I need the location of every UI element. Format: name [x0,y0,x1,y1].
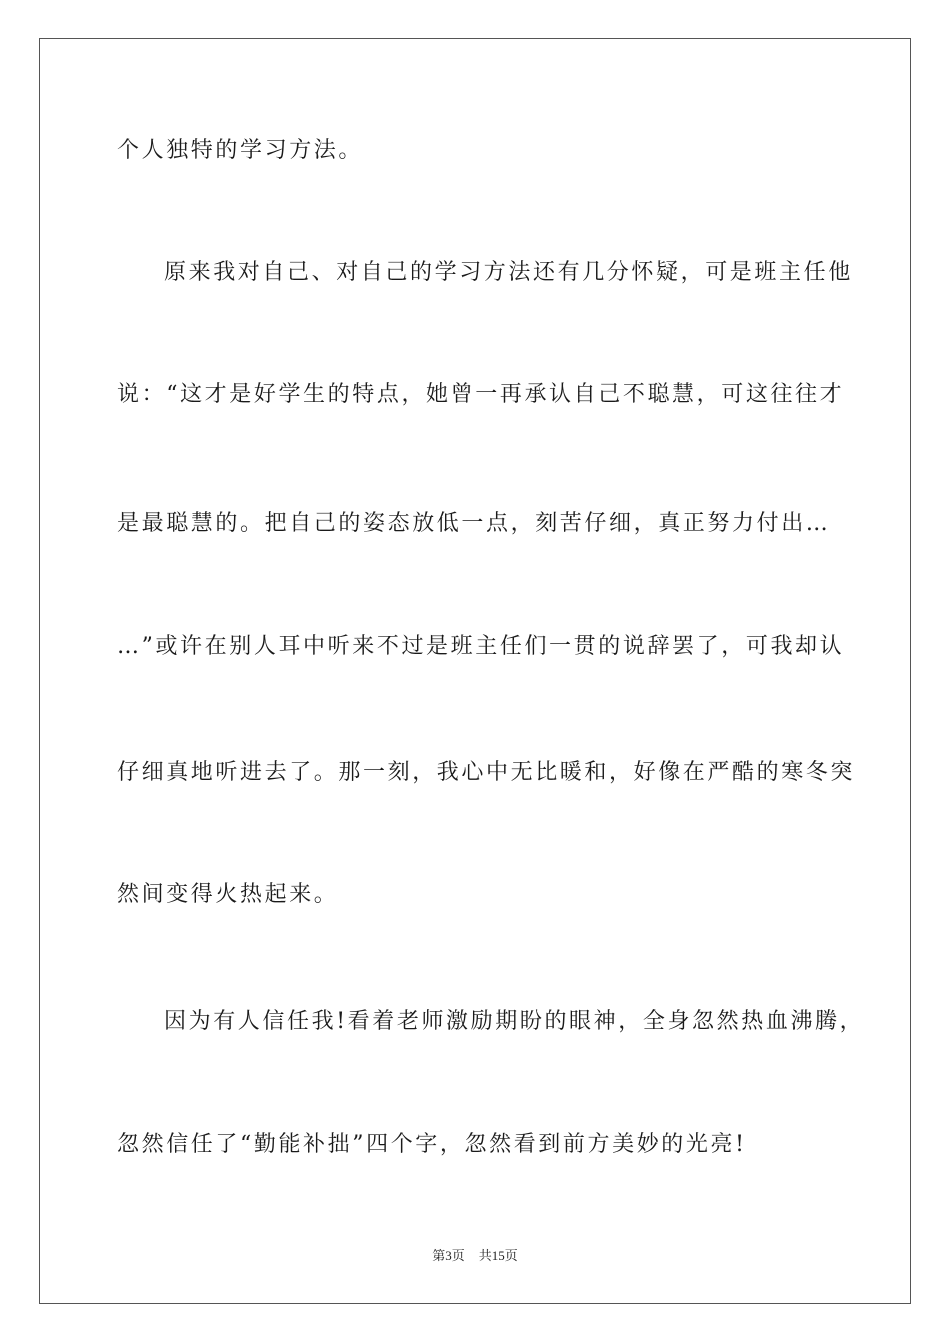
text-line-8: 因为有人信任我!看着老师激励期盼的眼神，全身忽然热血沸腾， [164,1009,865,1034]
page-number: 第3页 [432,1248,465,1263]
text-line-2: 原来我对自己、对自己的学习方法还有几分怀疑，可是班主任他 [164,260,853,285]
page-total: 共15页 [478,1248,518,1263]
text-line-6: 仔细真地听进去了。那一刻，我心中无比暖和，好像在严酷的寒冬突 [117,760,856,785]
text-line-4: 是最聪慧的。把自己的姿态放低一点，刻苦仔细，真正努力付出… [117,511,831,536]
text-line-5: …”或许在别人耳中听来不过是班主任们一贯的说辞罢了，可我却认 [117,634,845,659]
text-line-3: 说：“这才是好学生的特点，她曾一再承认自己不聪慧，可这往往才 [117,382,845,407]
page-footer [0,1247,950,1265]
text-line-1: 个人独特的学习方法。 [117,138,364,163]
text-line-7: 然间变得火热起来。 [117,882,339,907]
page-border [39,38,911,1304]
text-line-9: 忽然信任了“勤能补拙”四个字，忽然看到前方美妙的光亮! [117,1132,747,1157]
